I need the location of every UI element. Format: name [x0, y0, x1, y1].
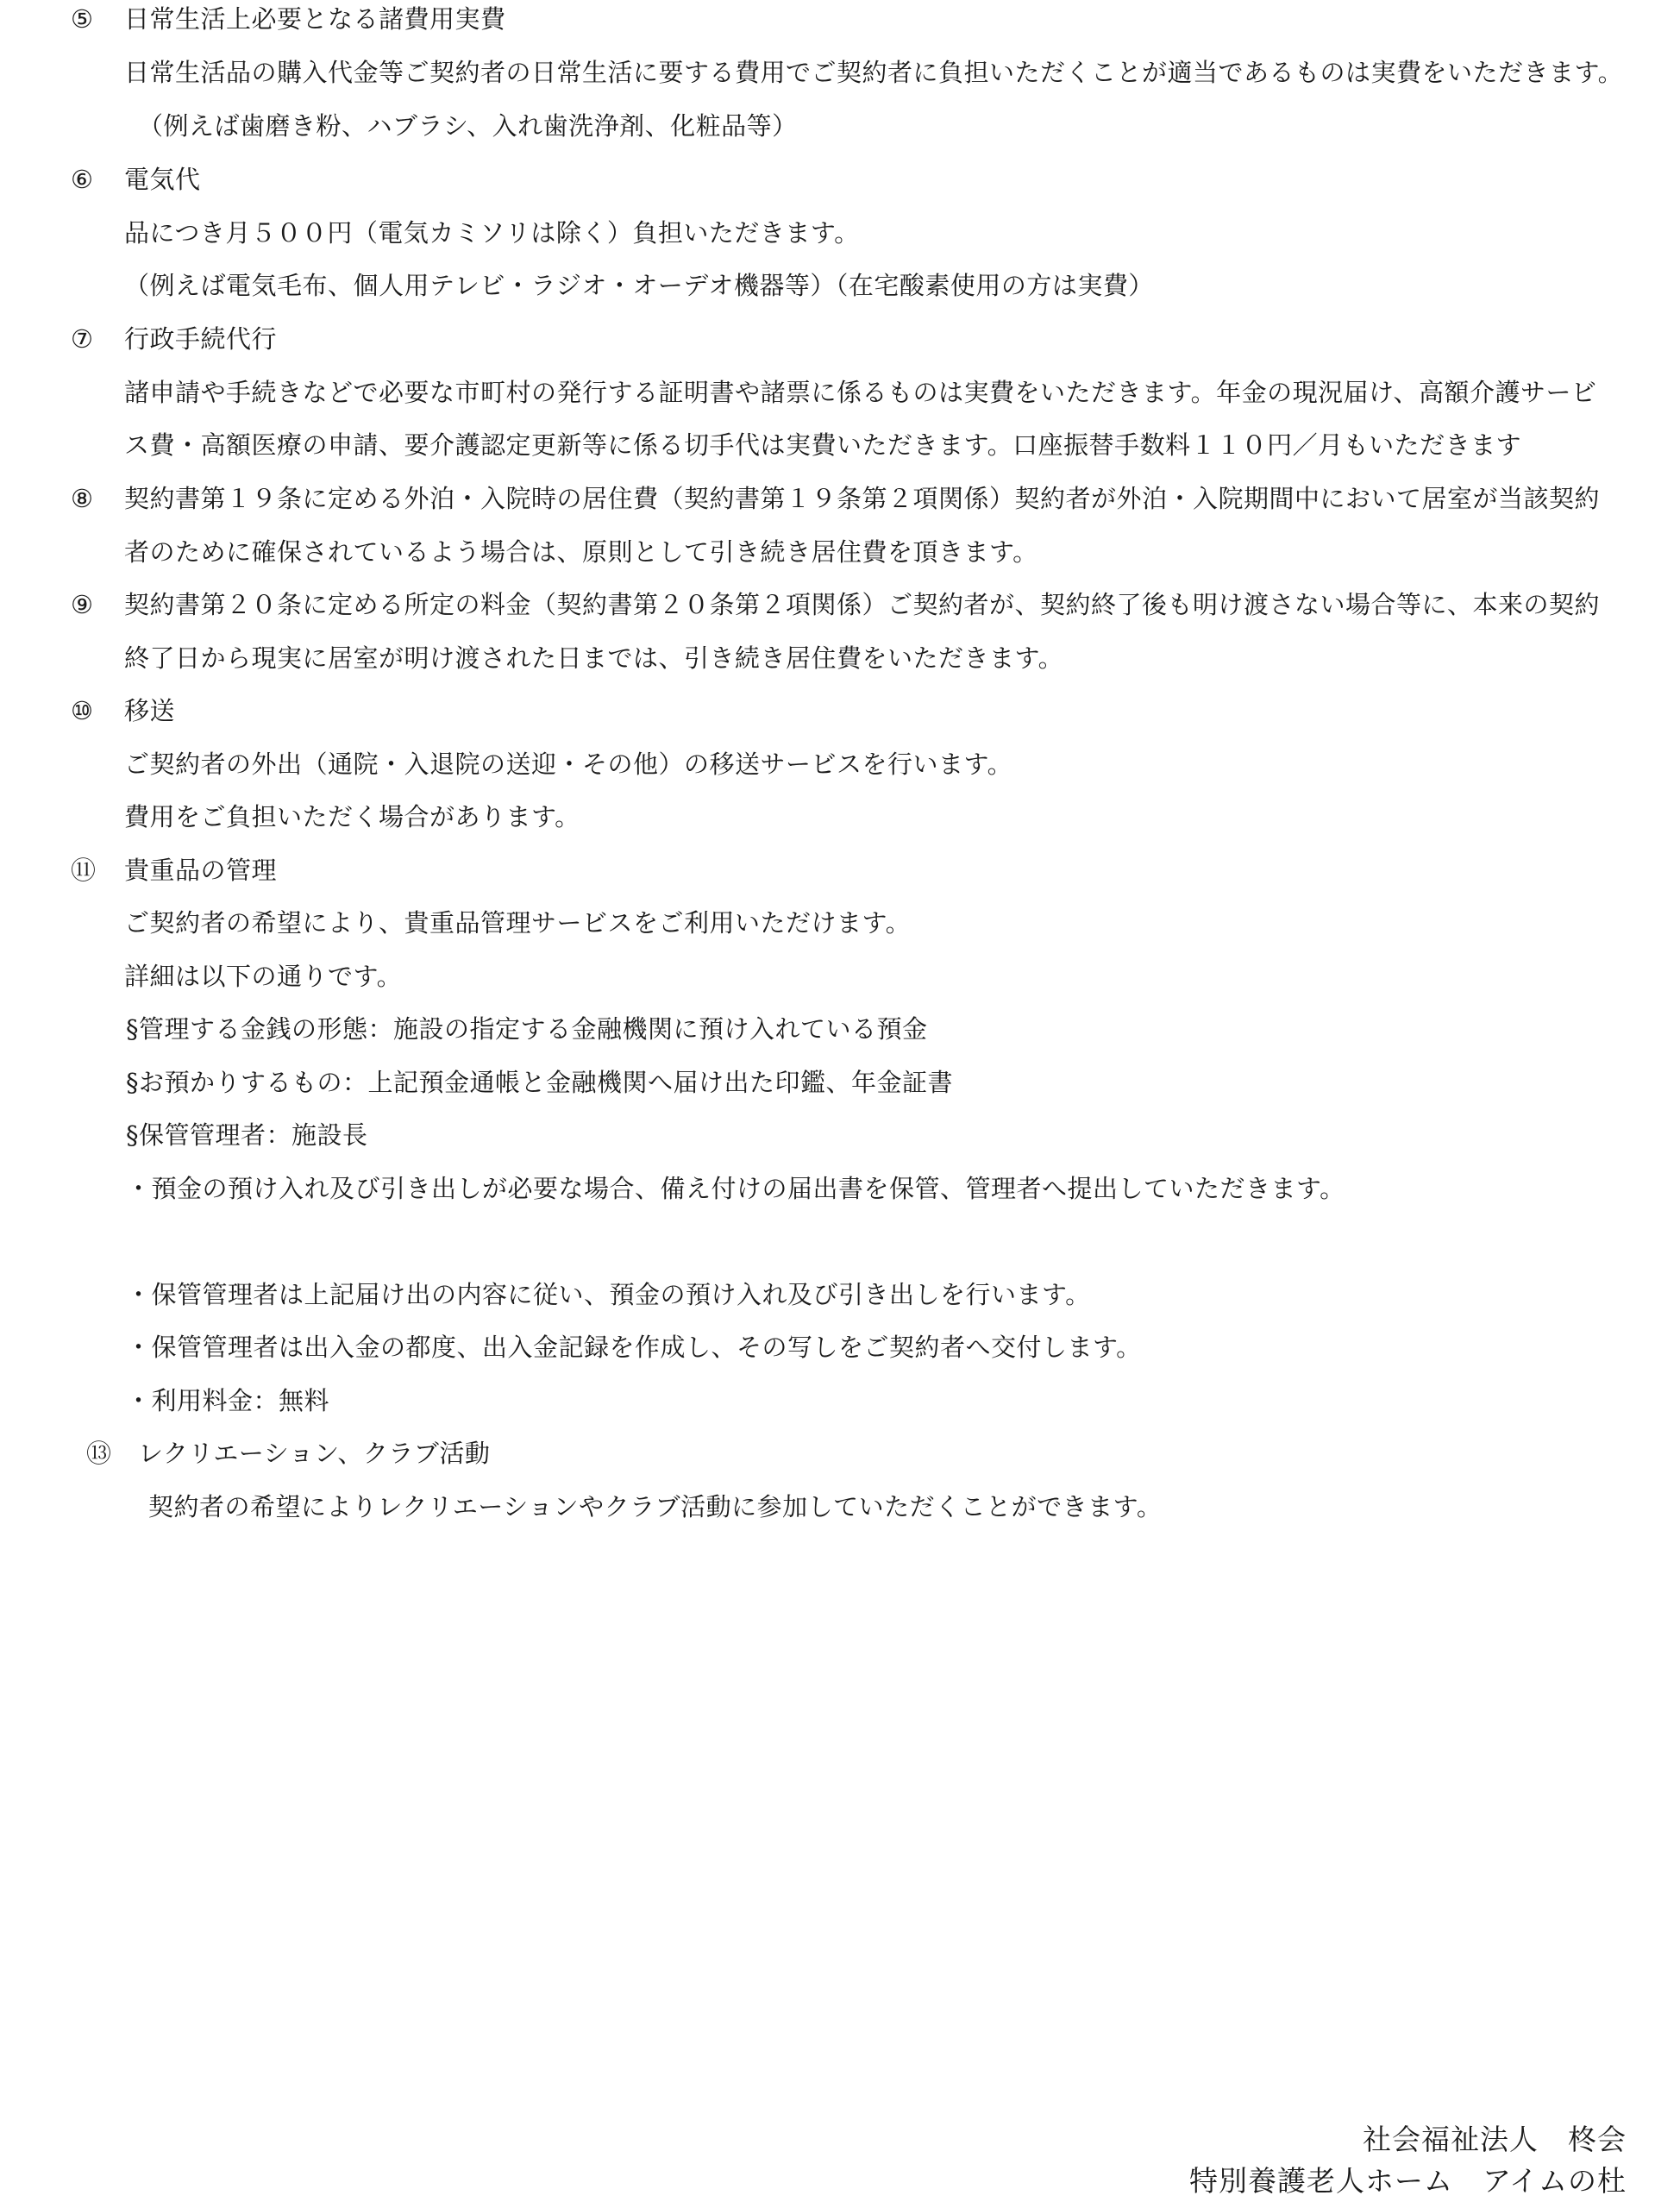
- section-9-number: ⑨: [71, 590, 93, 619]
- footer-organization: 社会福祉法人 柊会: [1363, 2123, 1627, 2156]
- section-13-title: レクリエーション、クラブ活動: [138, 1439, 491, 1468]
- section-7-number: ⑦: [71, 324, 93, 354]
- section-11-bullet2: ・保管管理者は上記届け出の内容に従い、預金の預け入れ及び引き出しを行います。: [126, 1280, 1091, 1309]
- section-11-bullet1: ・預金の預け入れ及び引き出しが必要な場合、備え付けの届出書を保管、管理者へ提出していただきます。: [126, 1174, 1345, 1203]
- section-13-number: ⑬: [86, 1439, 112, 1468]
- section-6-number: ⑥: [71, 165, 93, 194]
- section-5-title: 日常生活上必要となる諸費用実費: [124, 4, 506, 34]
- section-9-line2: 終了日から現実に居室が明け渡された日までは、引き続き居住費をいただきます。: [124, 643, 1064, 673]
- section-11-number: ⑪: [71, 856, 97, 885]
- section-8-line2: 者のために確保されているよう場合は、原則として引き続き居住費を頂きます。: [124, 537, 1038, 567]
- section-10-number: ⑩: [71, 696, 93, 725]
- section-11-bullet4: ・利用料金：無料: [126, 1386, 330, 1415]
- section-11-bullet3: ・保管管理者は出入金の都度、出入金記録を作成し、その写しをご契約者へ交付します。: [126, 1333, 1142, 1362]
- section-6-example: （例えば電気毛布、個人用テレビ・ラジオ・オーデオ機器等）（在宅酸素使用の方は実費）: [124, 271, 1154, 300]
- section-7-body-line1: 諸申請や手続きなどで必要な市町村の発行する証明書や諸票に係るものは実費をいただきます。年金の現況届け、高額介護サービ: [124, 378, 1597, 407]
- section-11-item3: §保管管理者：施設長: [126, 1120, 368, 1150]
- section-10-body-line2: 費用をご負担いただく場合があります。: [124, 802, 580, 831]
- section-7-title: 行政手続代行: [124, 324, 278, 354]
- section-11-title: 貴重品の管理: [124, 856, 278, 885]
- section-10-body-line1: ご契約者の外出（通院・入退院の送迎・その他）の移送サービスを行います。: [124, 750, 1013, 779]
- section-8-line1: 契約書第１９条に定める外泊・入院時の居住費（契約書第１９条第２項関係）契約者が外泊・入院期間中において居室が当該契約: [124, 484, 1601, 513]
- section-8-number: ⑧: [71, 484, 93, 513]
- section-11-intro2: 詳細は以下の通りです。: [124, 962, 403, 991]
- section-6-body: 品につき月５００円（電気カミソリは除く）負担いただきます。: [124, 218, 860, 248]
- section-5-example: （例えば歯磨き粉、ハブラシ、入れ歯洗浄剤、化粧品等）: [138, 111, 798, 141]
- footer-facility: 特別養護老人ホーム アイムの杜: [1188, 2164, 1627, 2198]
- section-11-intro1: ご契約者の希望により、貴重品管理サービスをご利用いただけます。: [124, 908, 912, 938]
- section-7-body-line2: ス費・高額医療の申請、要介護認定更新等に係る切手代は実費いただきます。口座振替手数料１１０円／月もいただきます: [124, 430, 1522, 460]
- section-5-number: ⑤: [71, 4, 93, 34]
- section-9-line1: 契約書第２０条に定める所定の料金（契約書第２０条第２項関係）ご契約者が、契約終了後も明け渡さない場合等に、本来の契約: [124, 590, 1601, 619]
- section-5-body: 日常生活品の購入代金等ご契約者の日常生活に要する費用でご契約者に負担いただくことが適当であるものは実費をいただきます。: [124, 58, 1624, 87]
- section-13-body: 契約者の希望によりレクリエーションやクラブ活動に参加していただくことができます。: [148, 1492, 1163, 1521]
- section-11-item2: §お預かりするもの：上記預金通帳と金融機関へ届け出た印鑑、年金証書: [126, 1068, 954, 1097]
- section-11-item1: §管理する金銭の形態：施設の指定する金融機関に預け入れている預金: [126, 1014, 928, 1044]
- section-10-title: 移送: [124, 696, 176, 725]
- section-6-title: 電気代: [124, 165, 201, 194]
